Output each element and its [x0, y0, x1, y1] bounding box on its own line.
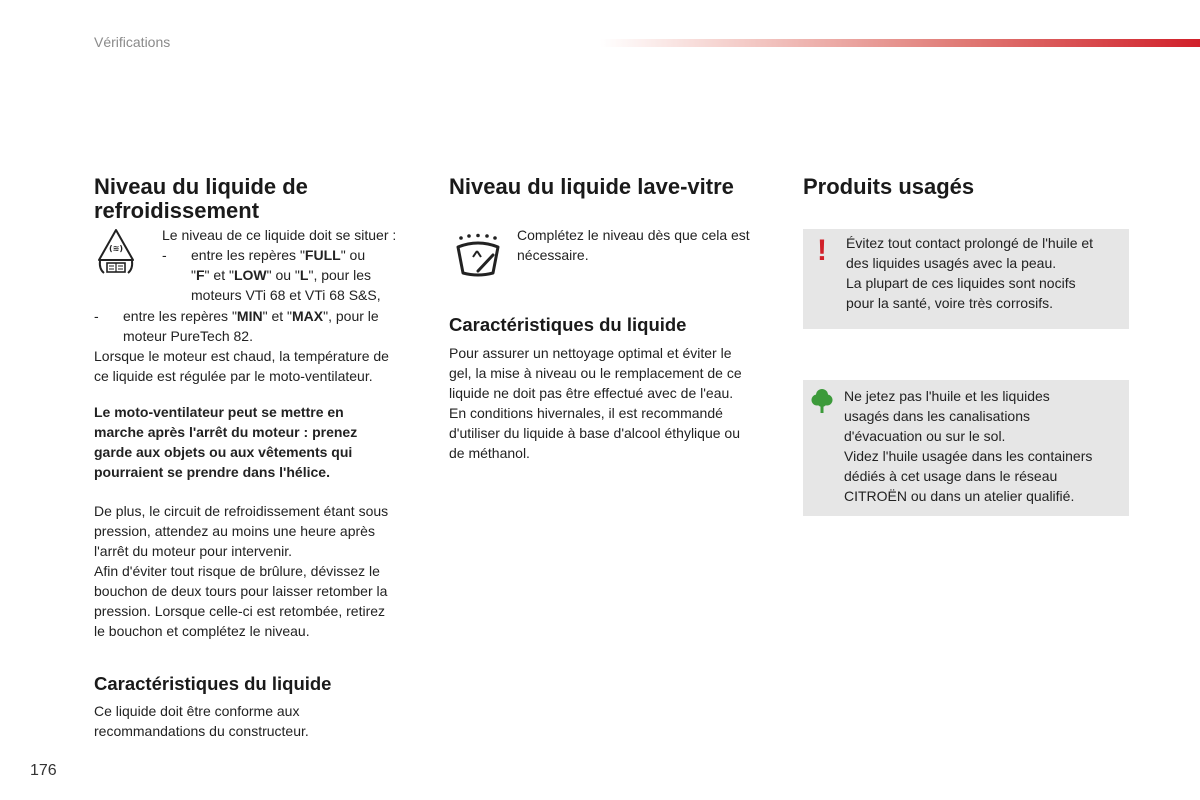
coolant-bullet-1: - entre les repères "FULL" ou "F" et "LOW" ou "L", pour les moteurs VTi 68 et VTi 68 S&S,: [162, 247, 381, 303]
svg-text:(≋): (≋): [108, 244, 124, 253]
header-accent-bar: [600, 39, 1200, 47]
windscreen-washer-icon: [453, 233, 503, 279]
coolant-title: Niveau du liquide de refroidissement: [94, 174, 308, 223]
coolant-intro: Le niveau de ce liquide doit se situer :: [162, 227, 397, 243]
coolant-char-title: Caractéristiques du liquide: [94, 673, 332, 694]
coolant-section: [94, 174, 424, 739]
washer-intro: Complétez le niveau dès que cela est nécessaire.: [517, 227, 750, 263]
tree-icon: [811, 388, 833, 414]
page-number: 176: [30, 762, 57, 779]
coolant-char-text: Ce liquide doit être conforme aux recommandations du constructeur.: [94, 703, 309, 739]
coolant-fan-warning: Le moto-ventilateur peut se mettre en marche après l'arrêt du moteur : prenez garde aux objets ou aux vêtements qui pourraient se prendre dans l'hélice.: [94, 404, 358, 480]
health-warning-text: Évitez tout contact prolongé de l'huile et des liquides usagés avec la peau. La plupart de ces liquides sont nocifs pour la santé, voire très corrosifs.: [846, 235, 1094, 311]
used-products-title: Produits usagés: [803, 174, 975, 199]
washer-section: [449, 174, 779, 461]
coolant-hot-text: Lorsque le moteur est chaud, la température de ce liquide est régulée par le moto-ventilateur.: [94, 348, 389, 384]
section-title: Vérifications: [94, 34, 171, 50]
exclamation-icon: !: [817, 234, 827, 267]
washer-char-text: Pour assurer un nettoyage optimal et éviter le gel, la mise à niveau ou le remplacement de ce liquide ne doit pas être effectué avec de l'eau. En conditions hivernales, il est recommandé d'utiliser du liquide à base d'alcool éthylique ou de méthanol.: [449, 345, 742, 461]
coolant-warning-icon: [96, 227, 136, 275]
coolant-bullet-2: - entre les repères "MIN" et "MAX", pour le moteur PureTech 82.: [94, 308, 379, 344]
environment-notice-box: [803, 380, 1129, 516]
washer-char-title: Caractéristiques du liquide: [449, 314, 687, 335]
environment-notice-text: Ne jetez pas l'huile et les liquides usagés dans les canalisations d'évacuation ou sur le sol. Videz l'huile usagée dans les containers dédiés à cet usage dans le réseau CITROËN ou dans un atelier qualifié.: [844, 388, 1093, 504]
washer-title: Niveau du liquide lave-vitre: [449, 174, 734, 199]
health-warning-box: [803, 229, 1129, 329]
coolant-pressure-text: De plus, le circuit de refroidissement étant sous pression, attendez au moins une heure après l'arrêt du moteur pour intervenir. Afin d'éviter tout risque de brûlure, dévissez le bouchon de deux tours pour laisser retomber la pression. Lorsque celle-ci est retombée, retirez le bouchon et complétez le niveau.: [94, 503, 389, 639]
used-products-section: [803, 175, 1129, 199]
